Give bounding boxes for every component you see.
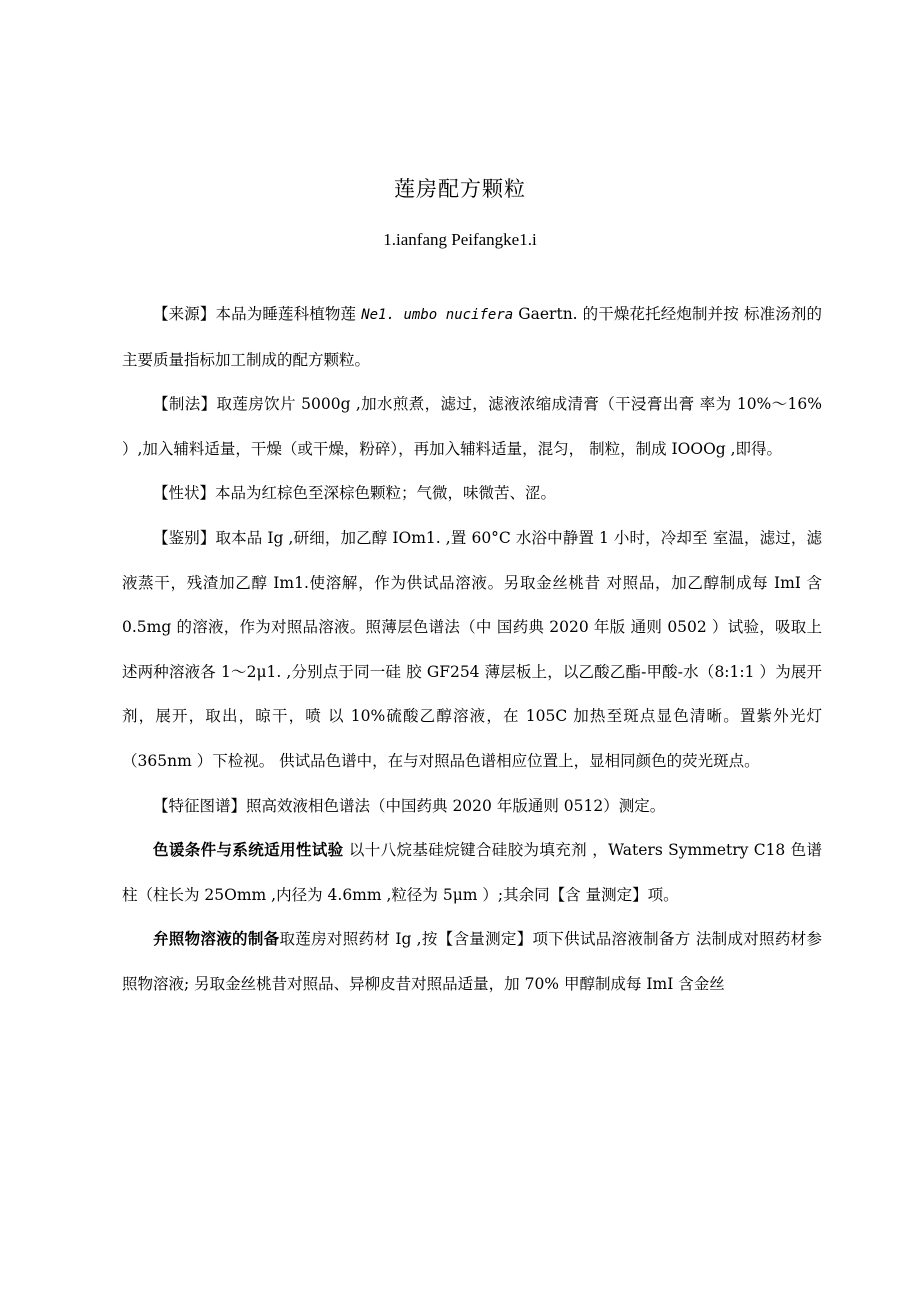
section-label-preparation: 【制法】: [153, 395, 217, 414]
paragraph-chromatographic-conditions: [122, 828, 822, 917]
document-title: 莲房配方颗粒: [394, 177, 526, 201]
section-label-source: 【来源】: [153, 305, 216, 323]
paragraph-text: 本品为睡莲科植物莲: [215, 305, 362, 323]
paragraph-description: [122, 471, 822, 516]
document-subtitle: 1.ianfang Peifangke1.i: [383, 230, 537, 249]
latin-name: Ne1. umbo nucifera: [361, 307, 514, 323]
paragraph-text: 取本品 Ig ,研细，加乙醇 IOm1. ,置 60°C 水浴中静置 1 小时，冷却至 室温，滤过，滤液蒸干，残渣加乙醇 Im1.使溶解，作为供试品溶液。另取金丝桃昔 对照品，加乙醇制成每 ImI 含 0.5mg 的溶液，作为对照品溶液。照薄层色谱法（中 国药典 2020 年版 通则 0502 ）试验，吸取上述两种溶液各 1～2μ1. ,分别点于同一硅 胶 GF254 薄层板上，以乙酸乙酯-甲酸-水（8:1:1 ）为展开剂，展开，取出，晾干，喷 以 10%硫酸乙醇溶液，在 105C 加热至斑点显色清晰。置紫外光灯（365nm ）下检视。 供试品色谱中，在与对照品色谱相应位置上，显相同颜色的荧光斑点。: [122, 528, 822, 770]
paragraph-text: 取莲房饮片 5000g ,加水煎煮，滤过，滤液浓缩成清膏（干浸膏出膏 率为 10%～16% ）,加入辅料适量，干燥（或干燥，粉碎），再加入辅料适量，混匀， 制粒，制成 IOOOg ,即得。: [122, 395, 822, 458]
paragraph-text: 照高效液相色谱法（中国药典 2020 年版通则 0512）测定。: [246, 796, 666, 815]
paragraph-reference-solution: [122, 917, 822, 1006]
section-label-identification: 【鉴别】: [153, 528, 216, 547]
section-label-fingerprint: 【特征图谱】: [153, 796, 247, 815]
paragraph-text: 本品为红棕色至深棕色颗粒；气微，味微苦、涩。: [215, 484, 557, 503]
paragraph-fingerprint: [122, 784, 822, 829]
paragraph-text: 取莲房对照药材 Ig ,按【含量测定】项下供试品溶液制备方 法制成对照药材参照物溶液; 另取金丝桃昔对照品、异柳皮昔对照品适量，加 70% 甲醇制成每 ImI 含金丝: [122, 930, 822, 993]
paragraph-source: [122, 292, 822, 382]
bold-label-chromatographic-conditions: 色谖条件与系统适用性试验: [153, 840, 344, 860]
document-body: [122, 292, 822, 1007]
section-label-description: 【性状】: [153, 484, 216, 503]
paragraph-text: Gaertn. 的干燥花托经炮制并按 标准汤剂的主要质量指标加工制成的配方颗粒。: [122, 305, 822, 369]
bold-label-reference-solution: 弁照物溶液的制备: [153, 929, 280, 949]
paragraph-preparation: [122, 382, 822, 471]
paragraph-identification: [122, 516, 822, 784]
paragraph-text: 以十八烷基硅烷键合硅胶为填充剂 ，Waters Symmetry C18 色谱柱（柱长为 25Omm ,内径为 4.6mm ,粒径为 5μm ）;其余同【含 量测定】项。: [122, 841, 822, 904]
